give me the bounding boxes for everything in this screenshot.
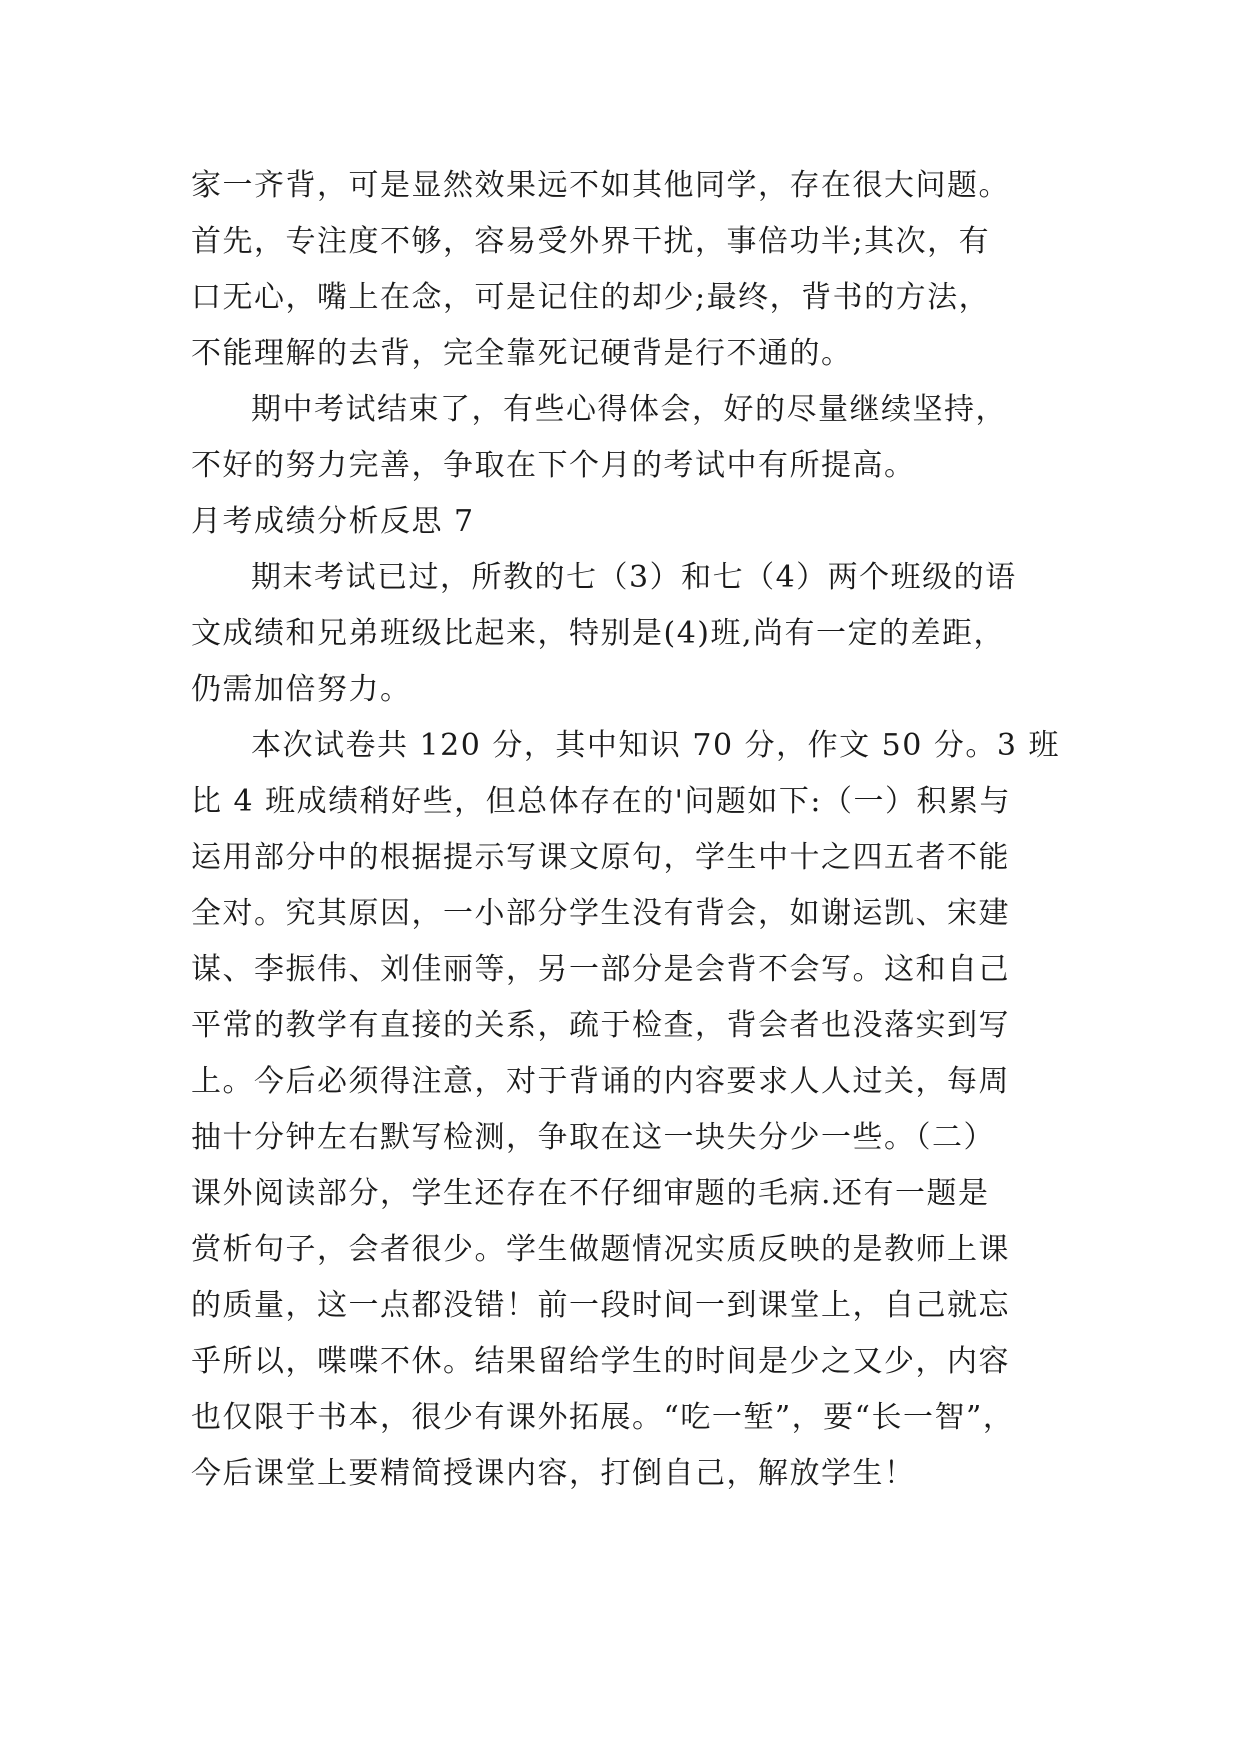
text-line: 乎所以，喋喋不休。结果留给学生的时间是少之又少，内容 (191, 1344, 1010, 1379)
text-line: 的质量，这一点都没错！前一段时间一到课堂上，自己就忘 (191, 1288, 1010, 1323)
text-line: 比 4 班成绩稍好些，但总体存在的'问题如下:（一）积累与 (191, 784, 1012, 819)
text-line: 首先，专注度不够，容易受外界干扰，事倍功半;其次，有 (191, 224, 991, 259)
text-line: 文成绩和兄弟班级比起来，特别是(4)班,尚有一定的差距， (191, 616, 1006, 651)
text-line: 今后课堂上要精简授课内容，打倒自己，解放学生！ (191, 1456, 916, 1491)
section-heading: 月考成绩分析反思 7 (191, 504, 475, 539)
text-line: 平常的教学有直接的关系，疏于检查，背会者也没落实到写 (191, 1008, 1010, 1043)
text-line: 不好的努力完善，争取在下个月的考试中有所提高。 (191, 448, 916, 483)
text-line: 全对。究其原因，一小部分学生没有背会，如谢运凯、宋建 (191, 896, 1010, 931)
paragraph-start-line: 本次试卷共 120 分，其中知识 70 分，作文 50 分。3 班 (251, 728, 1060, 763)
text-line: 课外阅读部分，学生还存在不仔细审题的毛病.还有一题是 (191, 1176, 990, 1211)
text-line: 运用部分中的根据提示写课文原句，学生中十之四五者不能 (191, 840, 1010, 875)
text-line: 赏析句子，会者很少。学生做题情况实质反映的是教师上课 (191, 1232, 1010, 1267)
paragraph-start-line: 期中考试结束了，有些心得体会，好的尽量继续坚持， (251, 392, 1007, 427)
text-line: 仍需加倍努力。 (191, 672, 412, 707)
text-line: 不能理解的去背，完全靠死记硬背是行不通的。 (191, 336, 853, 371)
text-line: 谋、李振伟、刘佳丽等，另一部分是会背不会写。这和自己 (191, 952, 1010, 987)
paragraph-start-line: 期末考试已过，所教的七（3）和七（4）两个班级的语 (251, 560, 1017, 595)
text-line: 上。今后必须得注意，对于背诵的内容要求人人过关，每周 (191, 1064, 1010, 1099)
text-line: 口无心，嘴上在念，可是记住的却少;最终，背书的方法， (191, 280, 991, 315)
text-line: 抽十分钟左右默写检测，争取在这一块失分少一些。（二） (191, 1120, 995, 1155)
text-line: 家一齐背，可是显然效果远不如其他同学，存在很大问题。 (191, 168, 1010, 203)
text-line: 也仅限于书本，很少有课外拓展。“吃一堑”，要“长一智”， (191, 1400, 1015, 1435)
